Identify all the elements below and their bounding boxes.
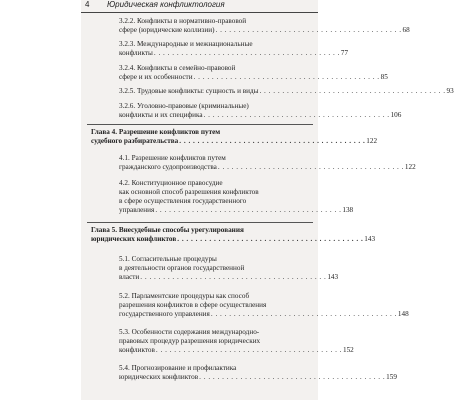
toc-page-number: 148: [397, 310, 409, 318]
toc-page-number: 159: [386, 373, 397, 381]
toc-page-number: 85: [380, 73, 388, 81]
leader-dots: . . . . . . . . . . . . . . . . . . . . . . . . . . . . . . . . . . . . . . . . .: [203, 111, 390, 119]
toc-entry-4-1[interactable]: [119, 154, 416, 172]
toc-page-number: 152: [342, 346, 354, 354]
toc-entry-text: конфликтов: [119, 346, 155, 354]
book-page: [81, 0, 454, 400]
leader-dots: . . . . . . . . . . . . . . . . . . . . . . . . . . . . . . . . . . . . . . . . .: [155, 346, 342, 354]
toc-entry-3-2-6[interactable]: [119, 102, 402, 120]
toc-entry-text: государственного управления: [119, 310, 210, 318]
leader-dots: . . . . . . . . . . . . . . . . . . . . . . . . . . . . . . . . . . . . . . . . .: [210, 310, 397, 318]
table-of-contents: [81, 0, 454, 400]
toc-entry-text: 3.2.6. Уголовно-правовые (криминальные): [119, 102, 249, 110]
toc-entry-text: управления: [119, 206, 155, 214]
toc-entry-5-2[interactable]: [119, 292, 409, 319]
toc-chapter-text: юридических конфликтов: [91, 235, 177, 243]
leader-dots: . . . . . . . . . . . . . . . . . . . . . . . . . . . . . . . . . . . . . . . . .: [177, 235, 364, 243]
toc-entry-text: в сфере осуществления государственного: [119, 197, 247, 205]
leader-dots: . . . . . . . . . . . . . . . . . . . . . . . . . . . . . . . . . . . . . . . . .: [155, 206, 342, 214]
toc-chapter-text: судебного разбирательства: [91, 137, 179, 145]
toc-entry-text: 3.2.3. Международные и межнациональные: [119, 40, 253, 48]
toc-entry-text: власти: [119, 273, 140, 281]
toc-entry-3-2-3[interactable]: [119, 40, 349, 58]
toc-chapter-text: Глава 4. Разрешение конфликтов путем: [91, 128, 221, 136]
page-number: 4: [85, 0, 90, 9]
toc-entry-text: конфликты: [119, 49, 153, 57]
toc-entry-text: 5.3. Особенности содержания международно-: [119, 328, 260, 336]
toc-entry-4-2[interactable]: [119, 179, 354, 215]
toc-entry-text: 4.1. Разрешение конфликтов путем: [119, 154, 226, 162]
toc-entry-text: 5.4. Прогнозирование и профилактика: [119, 364, 237, 372]
toc-entry-text: конфликты и их специфика: [119, 111, 203, 119]
toc-entry-text: гражданского судопроизводства: [119, 163, 217, 171]
toc-entry-text: юридических конфликтов: [119, 373, 199, 381]
toc-entry-text: 5.2. Парламентские процедуры как способ: [119, 292, 250, 300]
toc-entry-5-4[interactable]: [119, 364, 397, 382]
leader-dots: . . . . . . . . . . . . . . . . . . . . . . . . . . . . . . . . . . . . . . . . .: [179, 137, 366, 145]
toc-entry-text: 5.1. Согласительные процедуры: [119, 255, 217, 263]
leader-dots: . . . . . . . . . . . . . . . . . . . . . . . . . . . . . . . . . . . . . . . . .: [153, 49, 340, 57]
toc-entry-5-1[interactable]: [119, 255, 339, 282]
toc-entry-text: 3.2.4. Конфликты в семейно-правовой: [119, 64, 236, 72]
section-divider: [87, 124, 313, 125]
toc-page-number: 138: [342, 206, 354, 214]
toc-chapter-5[interactable]: [91, 226, 376, 244]
section-divider: [87, 222, 313, 223]
toc-entry-text: правовых процедур разрешения юридических: [119, 337, 261, 345]
leader-dots: . . . . . . . . . . . . . . . . . . . . . . . . . . . . . . . . . . . . . . . . .: [193, 73, 380, 81]
leader-dots: . . . . . . . . . . . . . . . . . . . . . . . . . . . . . . . . . . . . . . . . .: [199, 373, 386, 381]
toc-entry-text: сфере (юридические коллизии): [119, 26, 215, 34]
toc-page-number: 77: [340, 49, 349, 57]
toc-entry-text: в деятельности органов государственной: [119, 264, 245, 272]
leader-dots: . . . . . . . . . . . . . . . . . . . . . . . . . . . . . . . . . . . . . . . . .: [140, 273, 327, 281]
toc-entry-text: как основной способ разрешения конфликтов: [119, 188, 259, 196]
toc-page-number: 93: [446, 87, 454, 95]
toc-entry-3-2-5[interactable]: [119, 87, 454, 96]
leader-dots: . . . . . . . . . . . . . . . . . . . . . . . . . . . . . . . . . . . . . . . . .: [215, 26, 402, 34]
toc-entry-text: 3.2.5. Трудовые конфликты: сущность и виды: [119, 87, 259, 95]
toc-entry-text: 4.2. Конституционное правосудие: [119, 179, 223, 187]
toc-page-number: 106: [390, 111, 402, 119]
toc-entry-text: сфере и их особенности: [119, 73, 193, 81]
toc-entry-text: 3.2.2. Конфликты в нормативно-правовой: [119, 17, 247, 25]
toc-chapter-text: Глава 5. Внесудебные способы урегулирования: [91, 226, 244, 234]
toc-entry-3-2-2[interactable]: [119, 17, 410, 35]
leader-dots: . . . . . . . . . . . . . . . . . . . . . . . . . . . . . . . . . . . . . . . . .: [259, 87, 446, 95]
toc-page-number: 143: [327, 273, 339, 281]
toc-page-number: 122: [366, 137, 378, 145]
toc-entry-text: разрешения конфликтов в сфере осуществления: [119, 301, 267, 309]
toc-page-number: 68: [402, 26, 410, 34]
toc-chapter-4[interactable]: [91, 128, 378, 146]
toc-page-number: 143: [364, 235, 376, 243]
toc-page-number: 122: [404, 163, 416, 171]
running-title: Юридическая конфликтология: [107, 0, 225, 9]
toc-entry-3-2-4[interactable]: [119, 64, 388, 82]
toc-entry-5-3[interactable]: [119, 328, 354, 355]
leader-dots: . . . . . . . . . . . . . . . . . . . . . . . . . . . . . . . . . . . . . . . . .: [217, 163, 404, 171]
